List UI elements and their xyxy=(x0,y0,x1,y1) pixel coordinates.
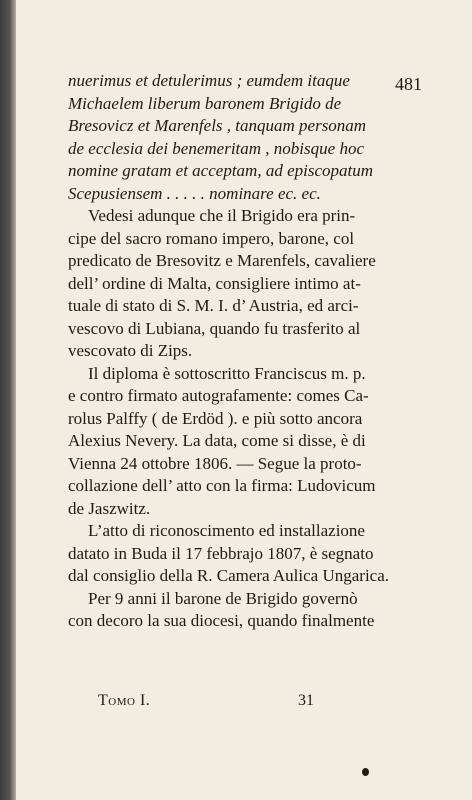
text-line: collazione dell’ atto con la firma: Ludovicum xyxy=(68,476,376,495)
text-line: e contro firmato autografamente: comes Ca- xyxy=(68,386,369,405)
text-line: nuerimus et detulerimus ; eumdem itaque xyxy=(68,71,350,90)
text-line: Per 9 anni il barone de Brigido governò xyxy=(88,588,358,608)
page-footer xyxy=(98,692,378,716)
text-line: rolus Palffy ( de Erdöd ). e più sotto ancora xyxy=(68,408,363,428)
text-line: datato in Buda il 17 febbrajo 1807, è segnato xyxy=(68,543,374,563)
text-line: de Jaszwitz. xyxy=(68,498,151,518)
text-line: Alexius Nevery. La data, come si disse, è di xyxy=(68,431,366,450)
text-line: Il diploma è sottoscritto Franciscus m. p. xyxy=(88,363,366,383)
text-line: tuale di stato di S. M. I. d’ Austria, ed arci- xyxy=(68,296,359,315)
text-line: vescovo di Lubiana, quando fu trasferito al xyxy=(68,318,361,338)
text-line: cipe del sacro romano impero, barone, col xyxy=(68,228,355,248)
volume-signature: Tomo I. xyxy=(98,692,151,709)
text-line: dell’ ordine di Malta, consigliere intimo at- xyxy=(68,273,361,293)
text-line: dal consiglio della R. Camera Aulica Ungarica. xyxy=(68,566,390,585)
text-line: Michaelem liberum baronem Brigido de xyxy=(68,93,342,113)
ink-spot xyxy=(362,768,369,776)
gathering-signature: 31 xyxy=(298,692,314,709)
text-line: de ecclesia dei benemeritam , nobisque hoc xyxy=(68,138,364,158)
text-line: L’atto di riconoscimento ed installazione xyxy=(88,521,365,540)
text-line: Bresovicz et Marenfels , tanquam personam xyxy=(68,116,367,135)
text-line: nomine gratam et acceptam, ad episcopatum xyxy=(68,161,373,180)
book-binding-edge xyxy=(0,0,16,800)
text-line: Vienna 24 ottobre 1806. — Segue la proto- xyxy=(68,453,362,473)
text-line: con decoro la sua diocesi, quando finalmente xyxy=(68,611,375,630)
body-text xyxy=(68,70,420,633)
text-line: Scepusiensem . . . . . nominare ec. ec. xyxy=(68,183,321,203)
text-line: Vedesi adunque che il Brigido era prin- xyxy=(88,206,356,225)
page-number: 481 xyxy=(395,74,422,94)
text-line: predicato de Bresovitz e Marenfels, cavaliere xyxy=(68,251,376,270)
text-line: vescovato di Zips. xyxy=(68,341,193,360)
